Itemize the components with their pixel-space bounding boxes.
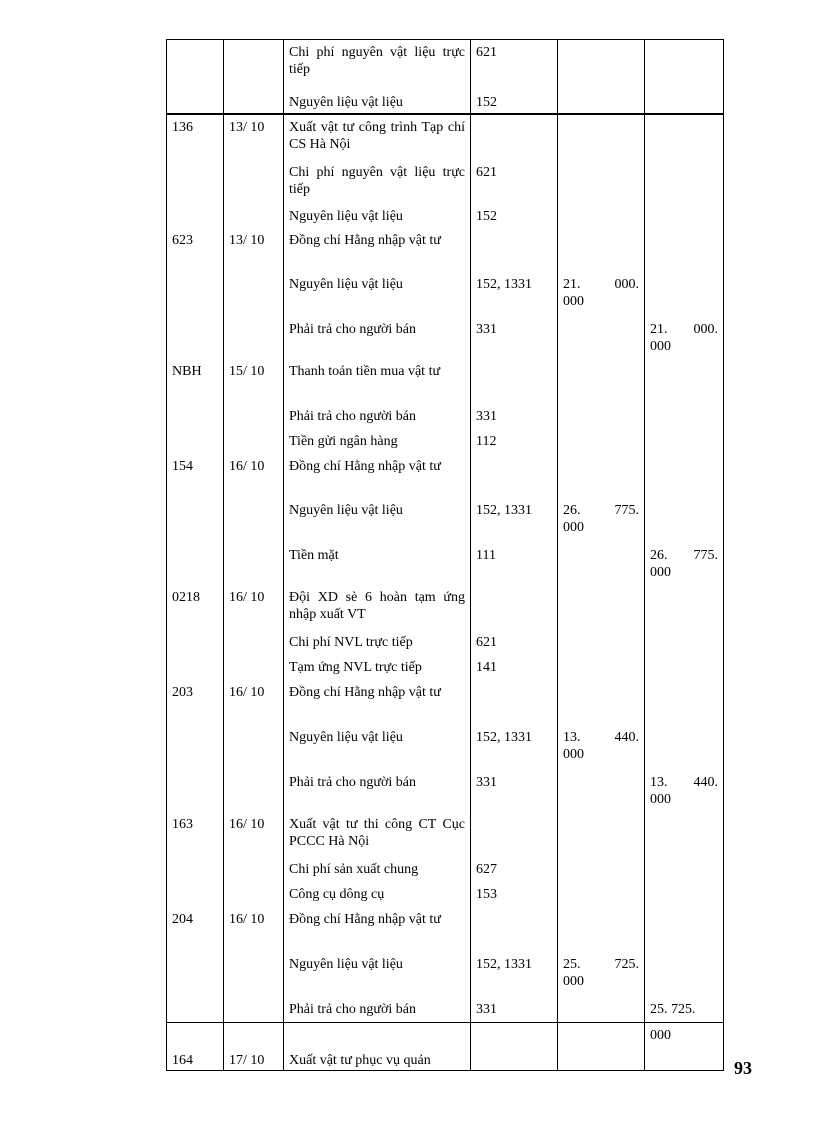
table-row: [167, 454, 724, 498]
credit-cell: [645, 272, 724, 317]
credit-amount-part: 21.: [650, 321, 668, 337]
account-cell: [471, 1048, 558, 1071]
date-cell: [224, 90, 284, 114]
debit-cell: [558, 498, 645, 543]
debit-amount-part: 000.: [614, 276, 639, 292]
doc-number-cell: [167, 1023, 224, 1048]
description-cell: Phải trả cho người bán: [284, 770, 471, 812]
table-row: [167, 1023, 724, 1048]
journal-body: [167, 40, 724, 1071]
debit-cell: [558, 585, 645, 630]
debit-cell: [558, 228, 645, 272]
doc-number-cell: [167, 630, 224, 655]
description-cell: Chi phí nguyên vật liệu trực tiếp: [284, 160, 471, 204]
date-cell: [224, 204, 284, 228]
date-cell: [224, 630, 284, 655]
date-cell: 16/ 10: [224, 812, 284, 857]
doc-number-cell: 623: [167, 228, 224, 272]
table-row: [167, 770, 724, 812]
date-cell: [224, 498, 284, 543]
debit-amount-part: 000: [563, 973, 584, 989]
date-cell: [224, 40, 284, 90]
description-cell: Nguyên liệu vật liệu: [284, 952, 471, 997]
table-row: [167, 404, 724, 429]
account-cell: 621: [471, 40, 558, 90]
credit-amount-part: 000.: [693, 321, 718, 337]
table-row: [167, 90, 724, 114]
description-cell: Thanh toán tiền mua vật tư: [284, 359, 471, 404]
table-row: [167, 498, 724, 543]
doc-number-cell: [167, 160, 224, 204]
debit-cell: [558, 770, 645, 812]
doc-number-cell: [167, 952, 224, 997]
description-cell: Nguyên liệu vật liệu: [284, 204, 471, 228]
date-cell: [224, 543, 284, 585]
date-cell: 16/ 10: [224, 680, 284, 725]
account-cell: 331: [471, 770, 558, 812]
account-cell: 152, 1331: [471, 952, 558, 997]
credit-cell: [645, 812, 724, 857]
journal-table: [166, 39, 724, 1071]
description-cell: Đồng chí Hằng nhập vật tư: [284, 907, 471, 952]
debit-cell: [558, 882, 645, 907]
date-cell: [224, 404, 284, 429]
doc-number-cell: [167, 655, 224, 680]
doc-number-cell: [167, 770, 224, 812]
credit-amount-part: 000: [650, 564, 671, 580]
doc-number-cell: 163: [167, 812, 224, 857]
account-cell: 152, 1331: [471, 725, 558, 770]
credit-cell: [645, 204, 724, 228]
debit-amount-part: 725.: [614, 956, 639, 972]
doc-number-cell: [167, 90, 224, 114]
doc-number-cell: [167, 997, 224, 1023]
date-cell: [224, 997, 284, 1023]
credit-cell: [645, 907, 724, 952]
description-cell: Công cụ dông cụ: [284, 882, 471, 907]
debit-amount-part: 13.: [563, 729, 581, 745]
table-row: [167, 907, 724, 952]
credit-cell: [645, 725, 724, 770]
account-cell: 112: [471, 429, 558, 454]
description-cell: Tiền gửi ngân hàng: [284, 429, 471, 454]
credit-cell: [645, 655, 724, 680]
debit-cell: [558, 907, 645, 952]
date-cell: 13/ 10: [224, 114, 284, 160]
debit-cell: [558, 429, 645, 454]
doc-number-cell: [167, 725, 224, 770]
description-cell: Phải trả cho người bán: [284, 404, 471, 429]
credit-cell: 000: [645, 1023, 724, 1048]
account-cell: 152: [471, 90, 558, 114]
doc-number-cell: 136: [167, 114, 224, 160]
credit-cell: [645, 359, 724, 404]
account-cell: 111: [471, 543, 558, 585]
credit-cell: [645, 317, 724, 359]
debit-amount-part: 000: [563, 519, 584, 535]
credit-amount-part: 775.: [693, 547, 718, 563]
account-cell: 331: [471, 404, 558, 429]
date-cell: [224, 1023, 284, 1048]
debit-cell: [558, 997, 645, 1023]
debit-cell: [558, 454, 645, 498]
description-cell: [284, 1023, 471, 1048]
table-row: [167, 272, 724, 317]
description-cell: Chi phí NVL trực tiếp: [284, 630, 471, 655]
credit-cell: [645, 454, 724, 498]
table-row: [167, 680, 724, 725]
account-cell: 627: [471, 857, 558, 882]
credit-cell: [645, 228, 724, 272]
credit-cell: [645, 90, 724, 114]
account-cell: 152, 1331: [471, 498, 558, 543]
description-cell: Chi phí sản xuất chung: [284, 857, 471, 882]
credit-cell: [645, 498, 724, 543]
table-row: [167, 40, 724, 90]
table-row: [167, 204, 724, 228]
credit-cell: [645, 429, 724, 454]
date-cell: 16/ 10: [224, 907, 284, 952]
debit-cell: [558, 630, 645, 655]
debit-cell: [558, 1048, 645, 1071]
account-cell: [471, 907, 558, 952]
credit-cell: 25. 725.: [645, 997, 724, 1023]
date-cell: 13/ 10: [224, 228, 284, 272]
doc-number-cell: 164: [167, 1048, 224, 1071]
description-cell: Nguyên liệu vật liệu: [284, 90, 471, 114]
doc-number-cell: 154: [167, 454, 224, 498]
account-cell: [471, 585, 558, 630]
table-row: [167, 543, 724, 585]
account-cell: 152, 1331: [471, 272, 558, 317]
date-cell: 17/ 10: [224, 1048, 284, 1071]
account-cell: [471, 812, 558, 857]
account-cell: 331: [471, 997, 558, 1023]
account-cell: [471, 454, 558, 498]
description-cell: Xuất vật tư phục vụ quản: [284, 1048, 471, 1071]
credit-cell: [645, 404, 724, 429]
debit-cell: [558, 40, 645, 90]
doc-number-cell: 203: [167, 680, 224, 725]
table-row: [167, 997, 724, 1023]
debit-cell: [558, 90, 645, 114]
table-row: [167, 655, 724, 680]
table-row: [167, 952, 724, 997]
debit-cell: [558, 359, 645, 404]
doc-number-cell: [167, 882, 224, 907]
account-cell: 152: [471, 204, 558, 228]
credit-cell: [645, 770, 724, 812]
description-cell: Đồng chí Hằng nhập vật tư: [284, 454, 471, 498]
description-cell: Nguyên liệu vật liệu: [284, 725, 471, 770]
debit-cell: [558, 543, 645, 585]
account-cell: [471, 1023, 558, 1048]
description-cell: Đồng chí Hằng nhập vật tư: [284, 680, 471, 725]
debit-cell: [558, 812, 645, 857]
table-row: [167, 160, 724, 204]
debit-cell: [558, 725, 645, 770]
debit-amount-part: 26.: [563, 502, 581, 518]
doc-number-cell: [167, 404, 224, 429]
description-cell: Đội XD sè 6 hoàn tạm ứng nhập xuất VT: [284, 585, 471, 630]
debit-amount-part: 000: [563, 746, 584, 762]
account-cell: [471, 228, 558, 272]
debit-amount-part: 440.: [614, 729, 639, 745]
account-cell: 621: [471, 160, 558, 204]
date-cell: [224, 952, 284, 997]
description-cell: Đồng chí Hằng nhập vật tư: [284, 228, 471, 272]
debit-cell: [558, 272, 645, 317]
table-row: [167, 857, 724, 882]
doc-number-cell: 0218: [167, 585, 224, 630]
credit-cell: [645, 1048, 724, 1071]
debit-cell: [558, 404, 645, 429]
doc-number-cell: [167, 204, 224, 228]
date-cell: [224, 317, 284, 359]
date-cell: [224, 160, 284, 204]
doc-number-cell: [167, 543, 224, 585]
table-row: [167, 812, 724, 857]
doc-number-cell: [167, 857, 224, 882]
date-cell: [224, 770, 284, 812]
debit-cell: [558, 952, 645, 997]
date-cell: 16/ 10: [224, 585, 284, 630]
credit-amount-part: 000: [650, 791, 671, 807]
account-cell: [471, 114, 558, 160]
doc-number-cell: [167, 272, 224, 317]
description-cell: Phải trả cho người bán: [284, 997, 471, 1023]
table-row: [167, 1048, 724, 1071]
table-row: [167, 725, 724, 770]
credit-cell: [645, 160, 724, 204]
account-cell: [471, 680, 558, 725]
table-row: [167, 585, 724, 630]
debit-amount-part: 775.: [614, 502, 639, 518]
doc-number-cell: [167, 429, 224, 454]
description-cell: Tạm ứng NVL trực tiếp: [284, 655, 471, 680]
doc-number-cell: NBH: [167, 359, 224, 404]
credit-cell: [645, 543, 724, 585]
page-number: 93: [734, 1058, 752, 1078]
description-cell: Xuất vật tư công trình Tạp chí CS Hà Nội: [284, 114, 471, 160]
description-cell: Chi phí nguyên vật liệu trực tiếp: [284, 40, 471, 90]
date-cell: [224, 272, 284, 317]
table-row: [167, 882, 724, 907]
debit-cell: [558, 204, 645, 228]
debit-cell: [558, 857, 645, 882]
date-cell: 15/ 10: [224, 359, 284, 404]
table-row: [167, 359, 724, 404]
debit-cell: [558, 1023, 645, 1048]
credit-cell: [645, 585, 724, 630]
debit-amount-part: 000: [563, 293, 584, 309]
credit-cell: [645, 114, 724, 160]
description-cell: Xuất vật tư thi công CT Cục PCCC Hà Nội: [284, 812, 471, 857]
table-row: [167, 317, 724, 359]
date-cell: [224, 725, 284, 770]
debit-amount-part: 21.: [563, 276, 581, 292]
debit-cell: [558, 114, 645, 160]
debit-amount-part: 25.: [563, 956, 581, 972]
account-cell: 331: [471, 317, 558, 359]
table-row: [167, 630, 724, 655]
date-cell: [224, 429, 284, 454]
debit-cell: [558, 655, 645, 680]
credit-cell: [645, 680, 724, 725]
table-row: [167, 228, 724, 272]
credit-cell: [645, 882, 724, 907]
credit-cell: [645, 857, 724, 882]
doc-number-cell: 204: [167, 907, 224, 952]
table-row: [167, 429, 724, 454]
description-cell: Nguyên liệu vật liệu: [284, 498, 471, 543]
credit-amount-part: 26.: [650, 547, 668, 563]
doc-number-cell: [167, 40, 224, 90]
description-cell: Tiền mặt: [284, 543, 471, 585]
account-cell: [471, 359, 558, 404]
account-cell: 153: [471, 882, 558, 907]
account-cell: 141: [471, 655, 558, 680]
date-cell: [224, 857, 284, 882]
date-cell: [224, 882, 284, 907]
description-cell: Nguyên liệu vật liệu: [284, 272, 471, 317]
debit-cell: [558, 160, 645, 204]
account-cell: 621: [471, 630, 558, 655]
date-cell: [224, 655, 284, 680]
credit-cell: [645, 952, 724, 997]
table-row: [167, 114, 724, 160]
doc-number-cell: [167, 498, 224, 543]
credit-amount-part: 000: [650, 338, 671, 354]
debit-cell: [558, 317, 645, 359]
date-cell: 16/ 10: [224, 454, 284, 498]
credit-cell: [645, 40, 724, 90]
doc-number-cell: [167, 317, 224, 359]
credit-amount-part: 13.: [650, 774, 668, 790]
debit-cell: [558, 680, 645, 725]
credit-cell: [645, 630, 724, 655]
credit-amount-part: 440.: [693, 774, 718, 790]
description-cell: Phải trả cho người bán: [284, 317, 471, 359]
